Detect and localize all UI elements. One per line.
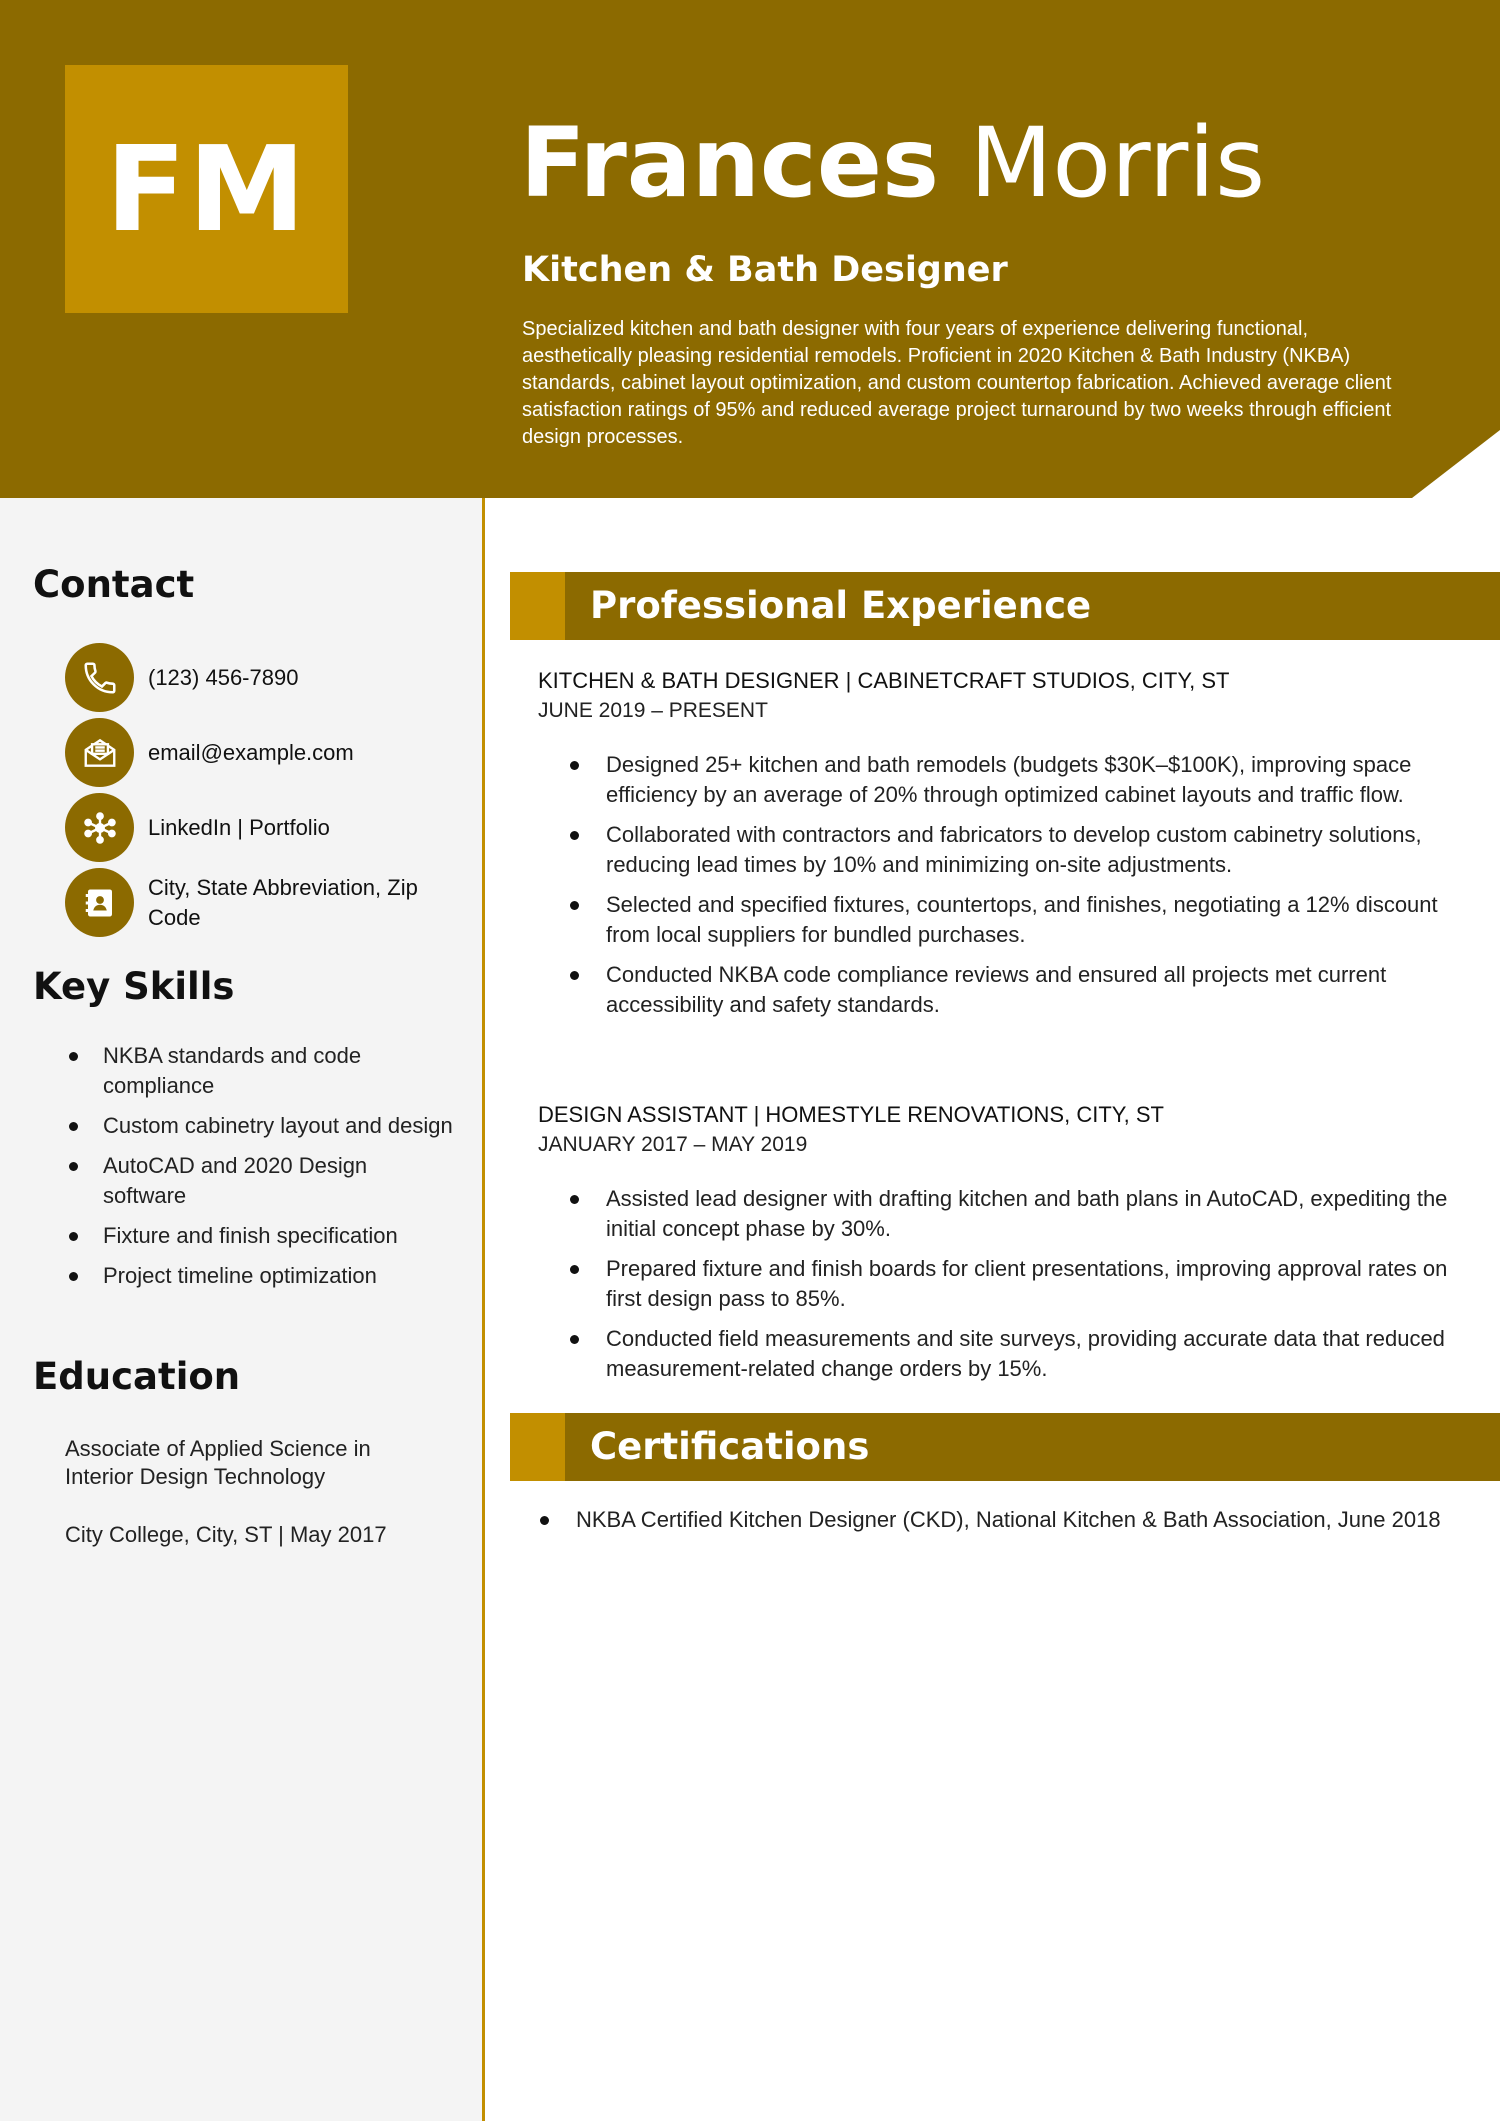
linkedin-portfolio: LinkedIn | Portfolio [148,814,330,840]
certifications-section-header [510,1413,1500,1481]
certifications-list [535,1505,1460,1534]
contact-heading: Contact [33,563,195,606]
job-1-role: KITCHEN & BATH DESIGNER [538,668,840,693]
experience-section-header [510,572,1500,640]
initials: FM [105,120,308,258]
key-skills-list [65,1041,455,1301]
candidate-name [520,107,1266,219]
phone-icon [65,643,134,712]
education-school: City College, City, ST | May 2017 [65,1522,387,1547]
list-item: Custom cabinetry layout and design [65,1111,455,1141]
network-icon [65,793,134,862]
contact-email [65,718,448,787]
list-item: Conducted field measurements and site surveys, providing accurate data that reduced measurement-related change orders by 15%. [565,1324,1460,1384]
job-title: Kitchen & Bath Designer [522,250,1008,290]
list-item: NKBA Certified Kitchen Designer (CKD), National Kitchen & Bath Association, June 2018 [535,1505,1460,1534]
address-card-icon [65,868,134,937]
first-name: Frances [520,107,940,219]
job-2-company: HOMESTYLE RENOVATIONS, CITY, ST [765,1102,1164,1127]
job-1-company: CABINETCRAFT STUDIOS, CITY, ST [857,668,1230,693]
contact-phone [65,643,448,712]
profile-summary: Specialized kitchen and bath designer with four years of experience delivering functional, aesthetically pleasing residential remodels. Proficient in 2020 Kitchen & Bath Industry (NKBA) standards, cabinet layout optimization, and custom countertop fabrication. Achieved average client satisfaction ratings of 95% and reduced average project turnaround by two weeks through efficient design processes. [522,318,1392,448]
job-1-dates: JUNE 2019 – PRESENT [538,699,768,722]
list-item: NKBA standards and code compliance [65,1041,455,1101]
envelope-icon [65,718,134,787]
email-address: email@example.com [148,739,354,765]
list-item: Conducted NKBA code compliance reviews and ensured all projects met current accessibility and safety standards. [565,960,1460,1020]
education-degree: Associate of Applied Science in Interior Design Technology [65,1436,371,1489]
resume-header [0,0,1500,498]
job-2-dates: JANUARY 2017 – MAY 2019 [538,1133,808,1156]
list-item: Project timeline optimization [65,1261,455,1291]
list-item: Prepared fixture and finish boards for client presentations, improving approval rates on first design pass to 85%. [565,1254,1460,1314]
list-item: AutoCAD and 2020 Design software [65,1151,455,1211]
list-item: Collaborated with contractors and fabricators to develop custom cabinetry solutions, reducing lead times by 10% and minimizing on-site adjustments. [565,820,1460,880]
section-accent-tab [510,1413,565,1481]
contact-links [65,793,448,862]
section-accent-tab [510,572,565,640]
education-heading: Education [33,1355,241,1398]
contact-address [65,868,448,937]
initials-monogram [65,65,348,313]
job-2-bullets [565,1184,1460,1394]
header-corner-notch [1412,430,1500,498]
list-item: Fixture and finish specification [65,1221,455,1251]
job-1-heading: KITCHEN & BATH DESIGNER | CABINETCRAFT STUDIOS, CITY, ST [538,668,1230,693]
experience-heading: Professional Experience [590,584,1092,627]
certifications-heading: Certifications [590,1425,870,1468]
job-1-bullets [565,750,1460,1030]
list-item: Designed 25+ kitchen and bath remodels (budgets $30K–$100K), improving space efficiency by an average of 20% through optimized cabinet layouts and traffic flow. [565,750,1460,810]
job-2-role: DESIGN ASSISTANT [538,1102,748,1127]
job-2-heading: DESIGN ASSISTANT | HOMESTYLE RENOVATIONS, CITY, ST [538,1102,1164,1127]
last-name: Morris [969,107,1266,219]
mailing-address: City, State Abbreviation, Zip Code [148,874,418,930]
key-skills-heading: Key Skills [33,965,235,1008]
list-item: Assisted lead designer with drafting kitchen and bath plans in AutoCAD, expediting the initial concept phase by 30%. [565,1184,1460,1244]
phone-number: (123) 456-7890 [148,664,299,690]
list-item: Selected and specified fixtures, countertops, and finishes, negotiating a 12% discount from local suppliers for bundled purchases. [565,890,1460,950]
